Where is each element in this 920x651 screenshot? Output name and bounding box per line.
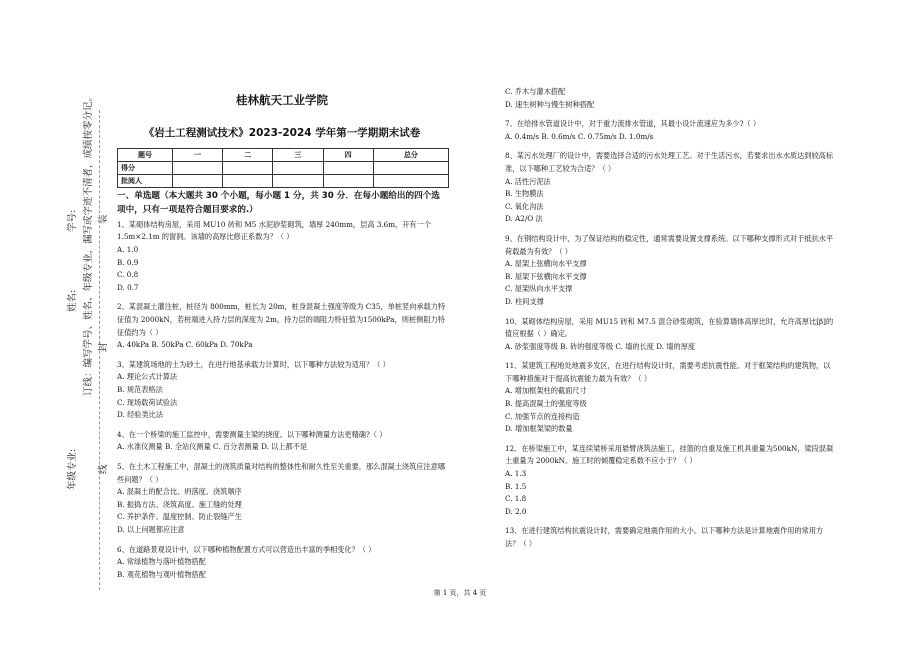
score-table-header-row [118,148,449,161]
score-header-cell: 四 [323,148,373,161]
answer-option: D. 0.7 [117,282,139,292]
page-footer: 第 1 页，共 4 页 [433,589,487,597]
answer-option: A. 1.0 [117,245,139,255]
score-row [118,161,449,174]
question [117,461,447,537]
answer-option: A. 屋架上弦横向水平支撑 [505,259,587,269]
binding-margin [0,0,110,651]
question-stem: 11、某建筑工程地处地震多发区，在进行结构设计时，需要考虑抗震性能。对于框架结构的建筑物，以下哪种措施对于提高抗震能力最为有效？（ ） [505,361,831,383]
reviewer-cell[interactable] [273,175,323,188]
question [505,443,835,519]
answer-option: B. 规范表格法 [117,385,163,394]
student-id-label: 学号: [67,209,78,232]
answer-option: A. 1.3 [505,469,527,479]
left-question-list [117,219,447,581]
binding-marker-feng: 封 [98,342,109,352]
question-stem: 6、在道路景观设计中，以下哪种植物配置方式可以营造出丰富的季相变化？（ ） [117,544,376,554]
answer-option: D. 2.0 [505,506,527,516]
reviewer-cell[interactable] [373,175,448,188]
answer-option: A. 0.4m/s B. 0.6m/s C. 0.75m/s D. 1.0m/s [505,131,654,141]
question-stem: 2、某混凝土灌注桩，桩径为 800mm，桩长为 20m，桩身混凝土强度等级为 C35，单桩竖向承载力特征值为 2000kN，若桩端进入持力层的深度为 2m，持力层的端阻力特征值为1500kPa，则桩侧阻力特征值约为（ ） [117,302,446,337]
answer-option: D. 速生树种与慢生树种搭配 [505,99,595,109]
question [117,429,447,454]
question [505,118,835,143]
score-cell[interactable] [173,161,223,174]
answer-option: A. 混凝土的配合比、坍落度、浇筑顺序 [117,487,242,497]
answer-option: D. 柱间支撑 [505,296,544,306]
score-cell[interactable] [223,161,273,174]
question [505,525,835,550]
answer-option: C. 1.8 [505,494,527,504]
answer-option: A. 活性污泥法 [505,176,551,186]
score-header-cell: 一 [173,148,223,161]
score-header-cell: 三 [273,148,323,161]
section-heading: 一、单选题（本大题共 30 个小题，每小题 1 分，共 30 分．在每小题给出的四个选项中，只有一项是符合题目要求的.） [117,191,440,215]
answer-option: C. 乔木与灌木搭配 [505,87,566,96]
exam-title: 《岩土工程测试技术》2023-2024 学年第一学期期末试卷 [143,127,421,140]
answer-option: D. 以上问题都应注意 [117,524,185,534]
question-stem: 5、在土木工程施工中，混凝土的浇筑质量对结构的整体性和耐久性至关重要，那么混凝土浇筑应注意哪些问题？（ ） [117,461,446,484]
answer-option: B. 提高混凝土的强度等级 [505,399,587,409]
answer-option: D. 增加框架梁的数量 [505,424,573,434]
binding-marker-xian: 线 [98,464,109,474]
answer-option: A. 常绿植物与落叶植物搭配 [117,557,206,567]
question-stem: 8、某污水处理厂的设计中，需要选择合适的污水处理工艺。对于生活污水，若要求出水水质达到较高标准，以下哪种工艺较为合适？（ ） [505,151,834,173]
answer-option: A. 砂浆强度等级 B. 砖的强度等级 C. 墙的长度 D. 墙的厚度 [505,341,696,351]
binding-dashed-line [99,110,100,590]
score-cell[interactable] [273,161,323,174]
score-row-label: 得分 [118,161,173,174]
question-stem: 10、某砌体结构房屋，采用 MU15 砖和 M7.5 混合砂浆砌筑，在验算墙体高厚比时，允许高厚比[β]的值应根据（ ）确定。 [505,316,834,339]
answer-option: B. 生物膜法 [505,189,544,199]
answer-option: B. 屋架下弦横向水平支撑 [505,271,587,281]
question-stem: 3、某建筑场地的土为砂土，在进行地基承载力计算时，以下哪种方法较为适用？（ ） [117,359,390,369]
question [117,301,447,351]
name-label: 姓名: [67,289,78,312]
answer-option: B. 1.5 [505,481,527,491]
answer-option: A. 水准仪测量 B. 全站仪测量 C. 百分表测量 D. 以上都不是 [117,442,308,452]
question-stem: 12、在桥梁施工中，某连续梁桥采用悬臂浇筑法施工，挂篮的自重及施工机具重量为500kN，梁段混凝土重量为 2000kN。施工时的倾覆稳定系数不应小于？（ ） [505,443,834,466]
binding-notice: 订线：编写学号、姓名、年级专业，漏写或字迹不清者，成绩按零分记。 [83,91,94,396]
answer-option: C. 养护条件、温度控制、防止裂缝产生 [117,512,242,522]
score-cell[interactable] [373,161,448,174]
answer-option: C. 现场载荷试验法 [117,397,178,407]
question-stem: 13、在进行建筑结构抗震设计时，需要确定地震作用的大小。以下哪种方法是计算地震作用的常用方法？（ ） [505,526,824,548]
reviewer-cell[interactable] [323,175,373,188]
score-cell[interactable] [323,161,373,174]
question [505,150,835,226]
right-question-list [505,86,835,551]
reviewer-cell[interactable] [223,175,273,188]
question [505,86,835,111]
question-stem: 7、在给排水管道设计中，对于重力流排水管道，其最小设计流速应为多少?（ ） [505,119,761,129]
question-stem: 1、某砌体结构房屋，采用 MU10 砖和 M5 水泥砂浆砌筑，墙厚 240mm，层高 3.6m，开有一个 1.5m×2.1m 的窗洞。该墙的高厚比修正系数为？（ ） [117,219,432,242]
answer-option: D. A2/O 法 [505,214,543,224]
school-name: 桂林航天工业学院 [236,93,328,107]
grade-label: 年级专业: [67,448,78,490]
reviewer-cell[interactable] [173,175,223,188]
answer-option: A. 理论公式计算法 [117,372,178,382]
score-header-cell: 二 [223,148,273,161]
question [505,316,835,354]
reviewer-row-label: 批阅人 [118,175,173,188]
question [117,219,447,295]
answer-option: C. 屋架纵向水平支撑 [505,284,573,294]
question-stem: 9、在钢结构设计中，为了保证结构的稳定性，通常需要设置支撑系统。以下哪种支撑形式对于抵抗水平荷载最为有效？（ ） [505,233,834,256]
answer-option: C. 加强节点的连接构造 [505,411,580,421]
score-header-cell: 总分 [373,148,448,161]
score-header-cell: 题号 [118,148,173,161]
binding-marker-zhuang: 装 [98,214,109,224]
question [117,359,447,422]
answer-option: C. 氧化沟法 [505,201,544,211]
answer-option: B. 振捣方法、浇筑高度、施工缝的处理 [117,499,242,509]
reviewer-row [118,175,449,188]
answer-option: A. 40kPa B. 50kPa C. 60kPa D. 70kPa [117,340,253,350]
right-column [505,86,835,558]
question-stem: 4、在一个桥梁的施工监控中，需要测量主梁的挠度。以下哪种测量方法更精确?（ ） [117,429,387,439]
score-table [117,148,449,189]
answer-option: D. 经验类比法 [117,410,164,420]
question [505,233,835,309]
left-column [117,90,447,588]
answer-option: B. 观花植物与观叶植物搭配 [117,569,206,579]
answer-option: A. 增加框架柱的截面尺寸 [505,386,587,396]
answer-option: B. 0.9 [117,257,139,267]
question [505,360,835,436]
question [117,544,447,582]
answer-option: C. 0.8 [117,270,139,280]
